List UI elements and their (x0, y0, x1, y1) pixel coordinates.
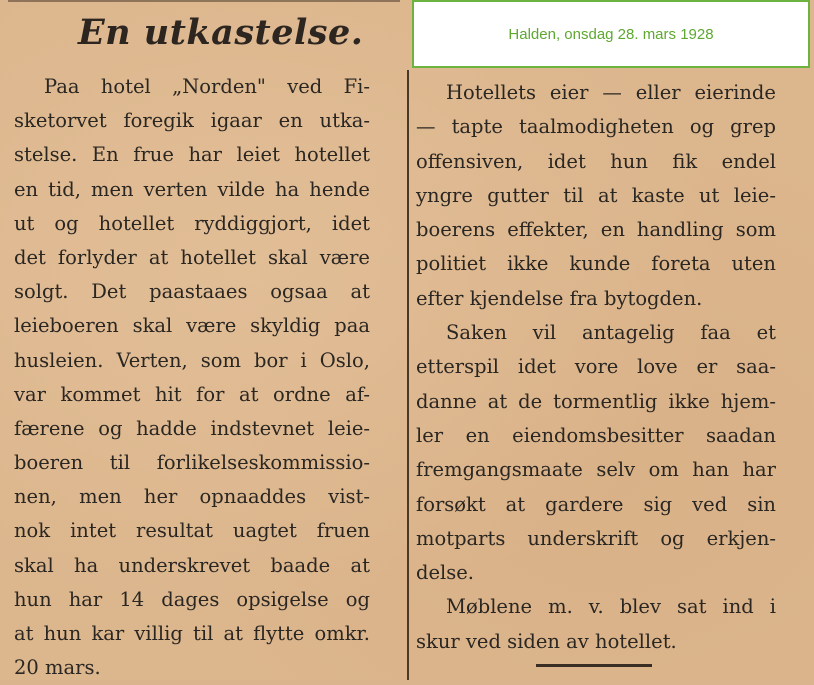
text-line: yngre gutter til at kaste ut leie- (416, 183, 776, 207)
text-line: ler en eiendomsbesitter saadan (416, 423, 776, 447)
left-column (14, 70, 370, 685)
text-line: Hotellets eier — eller eierinde (446, 81, 776, 104)
text-line: 20 mars. (14, 656, 101, 680)
text-line: Møblene m. v. blev sat ind i (446, 595, 776, 619)
text-line: fremgangsmaate selv om han har (416, 458, 776, 482)
text-line: Saken vil antagelig faa et (446, 321, 776, 345)
text-line: etterspil idet vore love er saa- (416, 355, 776, 379)
text-line: sketorvet foregik igaar en utka- (14, 109, 370, 133)
text-line: boerens effekter, en handling som (416, 218, 776, 242)
text-line: motparts underskrift og erkjen- (416, 526, 776, 550)
text-line: solgt. Det paastaaes ogsaa at (14, 280, 370, 304)
text-line: forsøkt at gardere sig ved sin (416, 492, 776, 516)
text-line: nen, men her opnaaddes vist- (14, 485, 370, 509)
text-line: Paa hotel „Norden" ved Fi- (44, 75, 370, 98)
text-line: offensiven, idet hun fik endel (416, 149, 776, 173)
end-rule (536, 664, 652, 667)
text-line: husleien. Verten, som bor i Oslo, (14, 348, 370, 372)
text-line: delse. (416, 561, 475, 585)
caption-text: Halden, onsdag 28. mars 1928 (508, 25, 714, 43)
text-line: efter kjendelse fra bytogden. (416, 286, 703, 310)
text-line: hun har 14 dages opsigelse og (14, 587, 370, 611)
text-line: stelse. En frue har leiet hotellet (14, 143, 370, 167)
text-line: boeren til forlikelseskommissio- (14, 451, 370, 475)
text-line: nok intet resultat uagtet fruen (14, 519, 370, 543)
text-line: — tapte taalmodigheten og grep (416, 115, 776, 139)
text-line: skal ha underskrevet baade at (14, 553, 370, 577)
article-headline: En utkastelse. (78, 12, 364, 53)
top-rule (8, 0, 400, 2)
text-line: leieboeren skal være skyldig paa (14, 314, 370, 338)
text-line: det forlyder at hotellet skal være (14, 245, 370, 269)
text-line: var kommet hit for at ordne af- (14, 382, 370, 406)
text-line: at hun kar villig til at flytte omkr. (14, 622, 370, 645)
text-line: danne at de tormentlig ikke hjem- (416, 389, 776, 413)
text-line: færene og hadde indstevnet leie- (14, 416, 370, 440)
column-divider (407, 70, 409, 680)
caption-box (412, 0, 810, 68)
text-line: en tid, men verten vilde ha hende (14, 177, 370, 201)
right-column (416, 76, 776, 659)
text-line: politiet ikke kunde foreta uten (416, 252, 776, 276)
text-line: skur ved siden av hotellet. (416, 629, 677, 653)
text-line: ut og hotellet ryddiggjort, idet (14, 211, 370, 235)
